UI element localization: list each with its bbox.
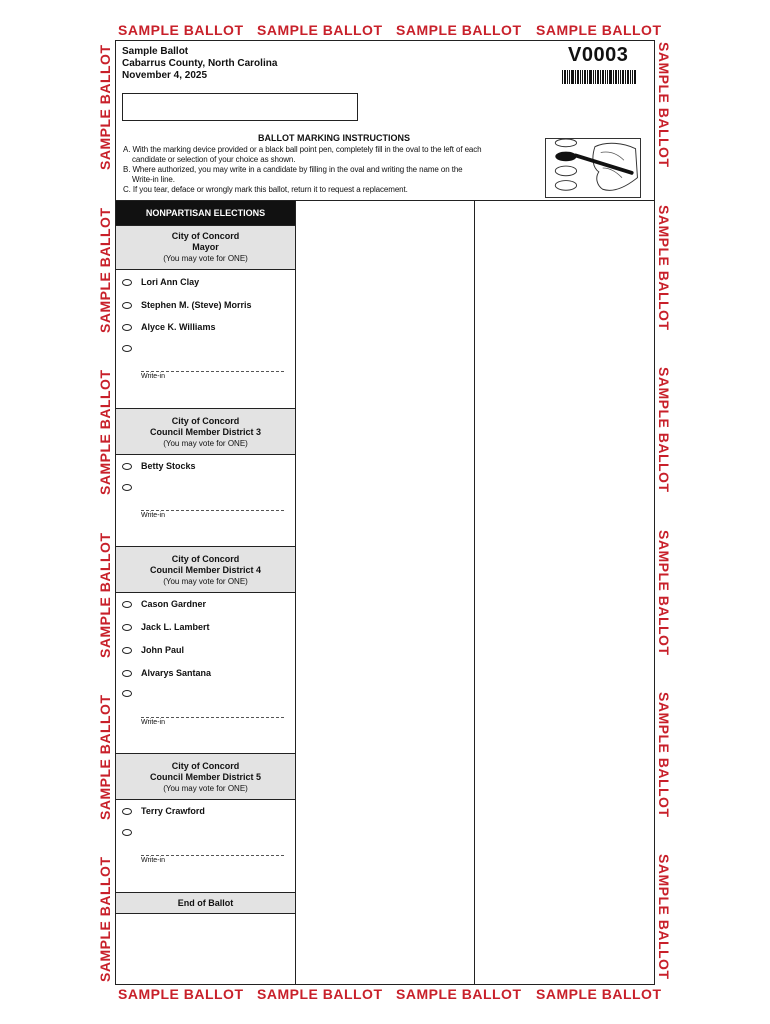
watermark-right-4: SAMPLE BALLOT <box>656 530 672 656</box>
candidate-option[interactable] <box>122 322 215 332</box>
writein-label: Write-in <box>141 373 165 380</box>
writein-line[interactable] <box>141 855 284 856</box>
writein-label: Write-in <box>141 857 165 864</box>
watermark-left-6: SAMPLE BALLOT <box>97 856 113 982</box>
watermark-right-3: SAMPLE BALLOT <box>656 367 672 493</box>
contest-jurisdiction: City of Concord <box>171 416 240 426</box>
contest-office: Council Member District 5 <box>149 772 262 782</box>
writein-line[interactable] <box>141 717 284 718</box>
instruction-c: C. If you tear, deface or wrongly mark this ballot, return it to request a replacement. <box>123 185 408 194</box>
watermark-right-1: SAMPLE BALLOT <box>656 42 672 168</box>
oval-icon[interactable] <box>122 463 132 470</box>
contest-jurisdiction: City of Concord <box>171 761 240 771</box>
candidate-option[interactable] <box>122 277 199 287</box>
watermark-top-2: SAMPLE BALLOT <box>257 22 383 38</box>
oval-icon[interactable] <box>122 829 132 836</box>
candidate-name: Terry Crawford <box>141 806 205 816</box>
watermark-bottom-1: SAMPLE BALLOT <box>118 986 244 1002</box>
watermark-right-5: SAMPLE BALLOT <box>656 692 672 818</box>
contest-header-district-3 <box>116 408 295 455</box>
vote-for-rule: (You may vote for ONE) <box>163 254 248 263</box>
instruction-b-cont: Write-in line. <box>132 175 175 184</box>
candidate-name: Lori Ann Clay <box>141 277 200 287</box>
column-divider-1 <box>295 200 296 985</box>
candidate-option[interactable] <box>122 668 211 678</box>
candidate-name: Stephen M. (Steve) Morris <box>141 300 252 310</box>
candidate-option[interactable] <box>122 300 252 310</box>
oval-icon[interactable] <box>122 302 132 309</box>
contest-office: Mayor <box>192 242 219 252</box>
instruction-a-cont: candidate or selection of your choice as shown. <box>132 155 296 164</box>
watermark-left-5: SAMPLE BALLOT <box>97 694 113 820</box>
ballot-header <box>122 46 277 82</box>
watermark-left-3: SAMPLE BALLOT <box>97 369 113 495</box>
watermark-top-3: SAMPLE BALLOT <box>396 22 522 38</box>
candidate-option[interactable] <box>122 599 206 609</box>
watermark-left-2: SAMPLE BALLOT <box>97 207 113 333</box>
contest-office: Council Member District 4 <box>149 565 262 575</box>
section-header: NONPARTISAN ELECTIONS <box>116 201 295 225</box>
instruction-b: B. Where authorized, you may write in a candidate by filling in the oval and writing the name on the <box>123 165 463 174</box>
oval-icon[interactable] <box>122 690 132 697</box>
candidate-name: Alvarys Santana <box>141 668 212 678</box>
instructions-text <box>123 145 543 195</box>
vote-for-rule: (You may vote for ONE) <box>163 577 248 586</box>
writein-line[interactable] <box>141 371 284 372</box>
watermark-left-1: SAMPLE BALLOT <box>97 44 113 170</box>
writein-line[interactable] <box>141 510 284 511</box>
watermark-right-2: SAMPLE BALLOT <box>656 205 672 331</box>
oval-icon[interactable] <box>122 324 132 331</box>
oval-icon[interactable] <box>122 601 132 608</box>
watermark-right-6: SAMPLE BALLOT <box>656 854 672 980</box>
barcode-icon <box>562 70 636 84</box>
oval-icon[interactable] <box>122 484 132 491</box>
vote-for-rule: (You may vote for ONE) <box>163 784 248 793</box>
oval-icon[interactable] <box>122 670 132 677</box>
header-title: Sample Ballot <box>122 46 189 57</box>
candidate-name: Jack L. Lambert <box>141 622 210 632</box>
contest-office: Council Member District 3 <box>149 427 262 437</box>
watermark-bottom-2: SAMPLE BALLOT <box>257 986 383 1002</box>
oval-icon[interactable] <box>122 647 132 654</box>
contest-header-mayor <box>116 225 295 270</box>
contest-jurisdiction: City of Concord <box>171 231 240 241</box>
writein-label: Write-in <box>141 512 165 519</box>
candidate-name: John Paul <box>141 645 185 655</box>
instruction-a: A. With the marking device provided or a black ball point pen, completely fill in the oval to the left of each <box>123 145 482 154</box>
writein-label: Write-in <box>141 719 165 726</box>
watermark-left-4: SAMPLE BALLOT <box>97 532 113 658</box>
writein-option[interactable] <box>122 690 141 697</box>
ballot-style-id: V0003 <box>568 44 629 66</box>
contest-header-district-5 <box>116 753 295 800</box>
oval-icon[interactable] <box>122 345 132 352</box>
oval-icon[interactable] <box>122 279 132 286</box>
header-date: November 4, 2025 <box>122 70 208 81</box>
watermark-top-1: SAMPLE BALLOT <box>118 22 244 38</box>
candidate-name: Betty Stocks <box>141 461 196 471</box>
instructions-title: BALLOT MARKING INSTRUCTIONS <box>258 133 410 143</box>
end-of-ballot: End of Ballot <box>116 892 295 914</box>
candidate-option[interactable] <box>122 461 196 471</box>
watermark-bottom-3: SAMPLE BALLOT <box>396 986 522 1002</box>
oval-icon[interactable] <box>122 808 132 815</box>
watermark-top-4: SAMPLE BALLOT <box>536 22 662 38</box>
header-county: Cabarrus County, North Carolina <box>122 58 278 69</box>
candidate-name: Cason Gardner <box>141 599 207 609</box>
marking-illustration-icon <box>545 138 641 198</box>
watermark-bottom-4: SAMPLE BALLOT <box>536 986 662 1002</box>
writein-option[interactable] <box>122 484 141 491</box>
column-divider-2 <box>474 200 475 985</box>
writein-option[interactable] <box>122 829 141 836</box>
writein-option[interactable] <box>122 345 141 352</box>
candidate-option[interactable] <box>122 622 210 632</box>
oval-icon[interactable] <box>122 624 132 631</box>
precinct-box <box>122 93 358 121</box>
vote-for-rule: (You may vote for ONE) <box>163 439 248 448</box>
contest-header-district-4 <box>116 546 295 593</box>
candidate-option[interactable] <box>122 806 205 816</box>
contest-jurisdiction: City of Concord <box>171 554 240 564</box>
candidate-option[interactable] <box>122 645 184 655</box>
candidate-name: Alyce K. Williams <box>141 322 216 332</box>
